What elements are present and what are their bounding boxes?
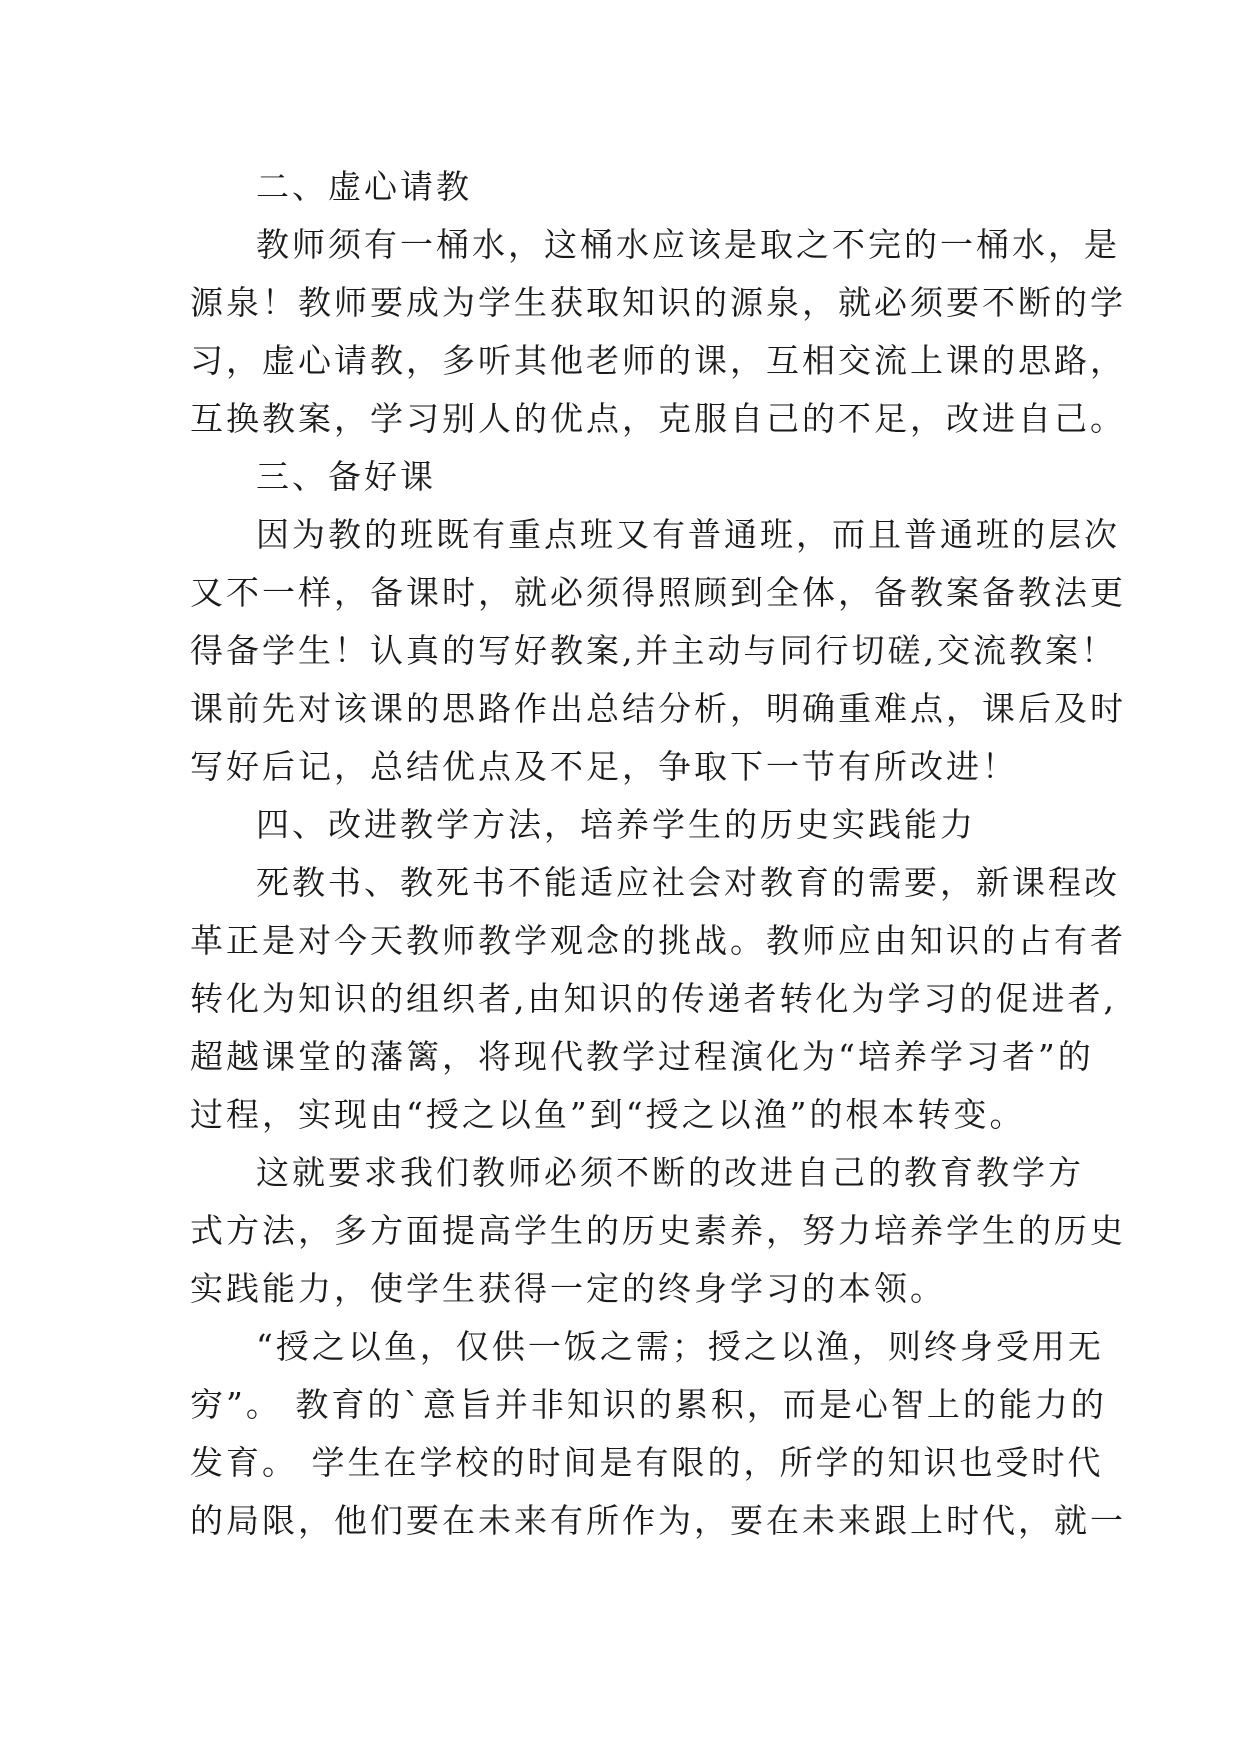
paragraph-line: 习，虚心请教，多听其他老师的课，互相交流上课的思路， [190,341,1126,380]
section-heading-2: 二、虚心请教 [256,167,472,206]
section-heading-3: 三、备好课 [256,457,436,496]
paragraph-line: 互换教案，学习别人的优点，克服自己的不足，改进自己。 [190,399,1126,438]
paragraph-line: 课前先对该课的思路作出总结分析，明确重难点，课后及时 [190,689,1126,728]
paragraph-line: 发育。 学生在学校的时间是有限的，所学的知识也受时代 [190,1443,1104,1482]
paragraph-line: 式方法，多方面提高学生的历史素养，努力培养学生的历史 [190,1211,1126,1250]
paragraph-line: 过程，实现由“授之以鱼”到“授之以渔”的根本转变。 [190,1095,1026,1134]
paragraph-line: 实践能力，使学生获得一定的终身学习的本领。 [190,1269,946,1308]
document-page [190,158,1126,1550]
paragraph-line: 革正是对今天教师教学观念的挑战。教师应由知识的占有者 [190,921,1126,960]
paragraph-line: 写好后记，总结优点及不足，争取下一节有所改进！ [190,747,1018,786]
paragraph-line: 源泉！教师要成为学生获取知识的源泉，就必须要不断的学 [190,283,1126,322]
paragraph-line: 死教书、教死书不能适应社会对教育的需要，新课程改 [256,863,1120,902]
paragraph-line: 这就要求我们教师必须不断的改进自己的教育教学方 [256,1153,1084,1192]
paragraph-line: 的局限，他们要在未来有所作为，要在未来跟上时代，就一 [190,1501,1126,1540]
paragraph-line: 穷”。 教育的`意旨并非知识的累积，而是心智上的能力的 [190,1385,1107,1424]
paragraph-line: 转化为知识的组织者,由知识的传递者转化为学习的促进者, [190,979,1117,1018]
paragraph-line: 教师须有一桶水，这桶水应该是取之不完的一桶水，是 [256,225,1120,264]
paragraph-line: 得备学生！认真的写好教案,并主动与同行切磋,交流教案！ [190,631,1117,670]
paragraph-line: 超越课堂的藩篱，将现代教学过程演化为“培养学习者”的 [190,1037,1094,1076]
paragraph-line: 又不一样，备课时，就必须得照顾到全体，备教案备教法更 [190,573,1126,612]
paragraph-line: “授之以鱼，仅供一饭之需；授之以渔，则终身受用无 [256,1327,1104,1366]
section-heading-4: 四、改进教学方法，培养学生的历史实践能力 [256,805,976,844]
paragraph-line: 因为教的班既有重点班又有普通班，而且普通班的层次 [256,515,1120,554]
